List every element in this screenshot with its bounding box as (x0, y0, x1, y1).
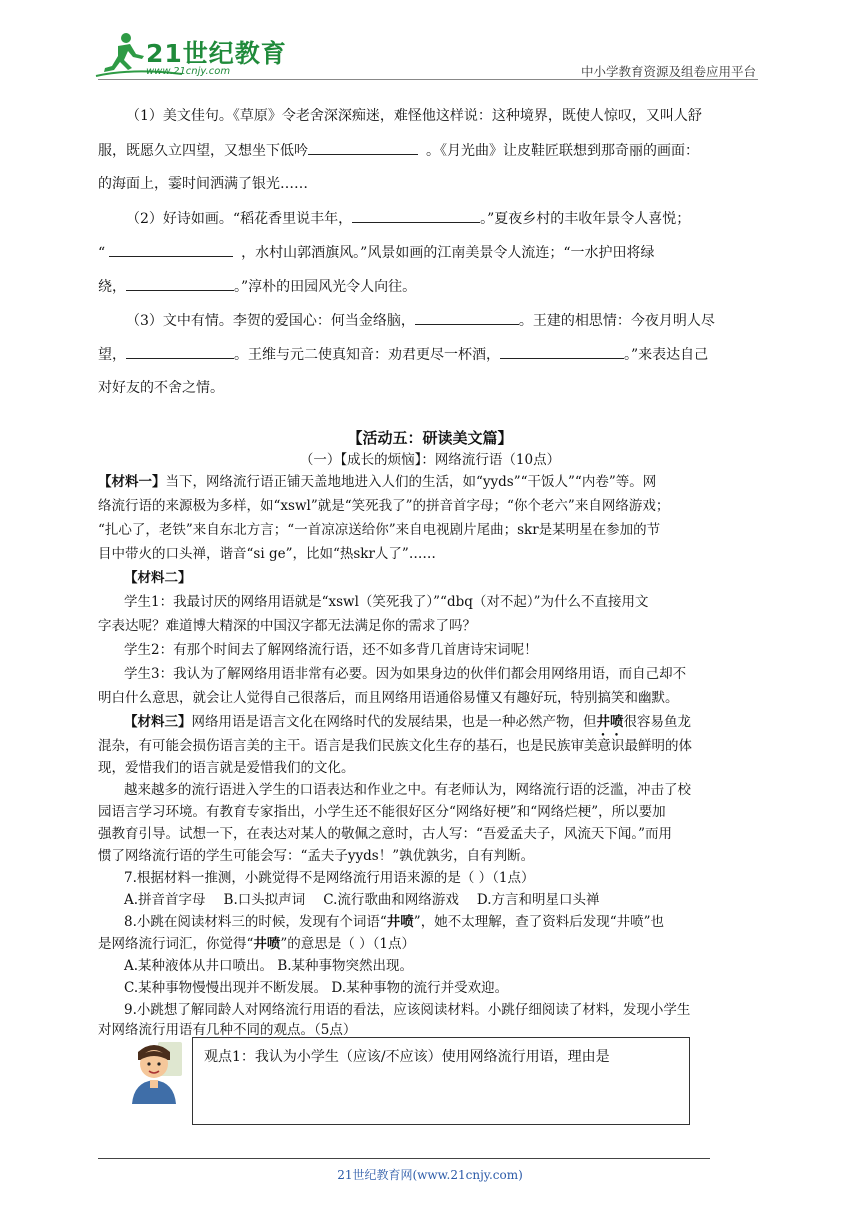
material3-label: 【材料三】 (124, 714, 192, 730)
material1-line1 (98, 472, 656, 492)
material1-line2: 络流行语的来源极为多样，如“xswl”就是“笑死我了”的拼音首字母；“你个老六”来自网络游戏； (98, 498, 670, 514)
material3-para2-line4: 惯了网络流行语的学生可能会写：“孟夫子yyds！”孰优孰劣，自有判断。 (98, 848, 535, 864)
header-divider (98, 79, 758, 80)
student1-line1: 学生1：我最讨厌的网络用语就是“xswl（笑死我了）”“dbq（对不起）”为什么不直接用文 (124, 594, 649, 610)
material3-para2-line1: 越来越多的流行语进入学生的口语表达和作业之中。有老师认为，网络流行语的泛滥，冲击了校 (124, 782, 691, 798)
answer-blank[interactable] (109, 242, 233, 257)
q2-line3 (98, 276, 416, 297)
q7-option-a[interactable]: A.拼音首字母 (124, 892, 206, 908)
material3-para2-line3: 强教育引导。试想一下，在表达对某人的敬佩之意时，古人写：“吾爱孟夫子，风流天下闻。”而用 (98, 826, 673, 842)
answer-blank[interactable] (500, 344, 624, 359)
q8-text-c: 是网络流行词汇，你觉得“ (98, 936, 254, 952)
q3-line1 (126, 310, 715, 331)
q3-line2-text-a: 望， (98, 347, 126, 363)
student3-line2: 明白什么意思，就会让人觉得自己很落后，而且网络用语通俗易懂又有趣好玩，特别搞笑和幽默。 (98, 690, 679, 706)
q2-line1-text-b: 。”夏夜乡村的丰收年景令人喜悦； (480, 211, 691, 227)
q3-line1-text-b: 。王建的相思情：今夜月明人尽 (518, 313, 715, 329)
q9-line2: 对网络流行用语有几种不同的观点。（5点） (98, 1022, 357, 1038)
q8-keyword-2: 井喷 (253, 936, 281, 952)
q2-line2-text-b: ，水村山郭酒旗风。”风景如画的江南美景令人流连；“一水护田将绿 (241, 245, 655, 261)
q2-line1-text-a: （2）好诗如画。“稻花香里说丰年， (126, 211, 353, 227)
q1-line1: （1）美文佳句。《草原》令老舍深深痴迷，难怪他这样说：这种境界，既使人惊叹，又叫人舒 (126, 108, 702, 124)
q3-line2-text-c: 。”来表达自己 (624, 347, 709, 363)
q8-options-cd[interactable]: C.某种事物慢慢出现并不断发展。 D.某种事物的流行并受欢迎。 (124, 980, 509, 996)
q8-line1 (124, 912, 664, 932)
material1-text: 当下，网络流行语正铺天盖地地进入人们的生活，如“yyds”“干饭人”“内卷”等。网 (165, 474, 657, 490)
q1-line2 (98, 140, 699, 161)
q2-line1 (126, 208, 690, 229)
material1-line4: 目中带火的口头禅，谐音“si ge”，比如“热skr人了”…… (98, 546, 436, 562)
q8-text-a: 8.小跳在阅读材料三的时候，发现有个词语“ (124, 914, 387, 930)
student1-line2: 字表达呢？难道博大精深的中国汉字都无法满足你的需求了吗？ (98, 618, 476, 634)
viewpoint-1-prompt: 观点1：我认为小学生（应该/不应该）使用网络流行用语，理由是 (204, 1049, 610, 1065)
q8-line2 (98, 934, 415, 954)
q1-line2-text-a: 服，既愿久立四望，又想坐下低吟 (98, 143, 308, 159)
material3-text-a: 网络用语是语言文化在网络时代的发展结果，也是一种必然产物，但 (191, 714, 597, 730)
q3-line2-text-b: 。王维与元二使真知音：劝君更尽一杯酒， (234, 347, 500, 363)
logo-text: 21世纪教育 (146, 39, 287, 68)
material2-label: 【材料二】 (124, 570, 192, 586)
material3-line3: 现，爱惜我们的语言就是爱惜我们的文化。 (98, 760, 355, 776)
q1-line3: 的海面上，霎时间洒满了银光…… (98, 176, 308, 192)
q3-line2 (98, 344, 708, 365)
answer-blank[interactable] (308, 140, 418, 155)
q1-line2-text-b: 。《月光曲》让皮鞋匠联想到那奇丽的画面： (426, 143, 699, 159)
material3-line2: 混杂，有可能会损伤语言美的主干。语言是我们民族文化生存的基石，也是民族审美意识最鲜明的体 (98, 738, 692, 754)
answer-blank[interactable] (352, 208, 480, 223)
material3-text-b: 很容易鱼龙 (623, 714, 691, 730)
footer-divider (98, 1158, 710, 1159)
section-subtitle: （一）【成长的烦恼】：网络流行语（10点） (299, 452, 561, 468)
material3-line1 (124, 712, 691, 739)
q2-line3-text-b: 。”淳朴的田园风光令人向往。 (234, 279, 417, 295)
student2-line: 学生2：有那个时间去了解网络流行语，还不如多背几首唐诗宋词呢！ (124, 642, 538, 658)
answer-blank[interactable] (415, 310, 519, 325)
material3-para2-line2: 园语言学习环境。有教育专家指出，小学生还不能很好区分“网络好梗”和“网络烂梗”，所以要加 (98, 804, 666, 820)
q7-option-b[interactable]: B.口头拟声词 (223, 892, 306, 908)
q2-line2 (98, 242, 655, 263)
q8-options-ab[interactable]: A.某种液体从井口喷出。 B.某种事物突然出现。 (124, 958, 414, 974)
student3-line1: 学生3：我认为了解网络用语非常有必要。因为如果身边的伙伴们都会用网络用语，而自己却不 (124, 666, 687, 682)
q7-options (124, 890, 600, 910)
q8-text-d: ”的意思是（ ）（1点） (280, 936, 415, 952)
q2-line2-text-a: “ (98, 245, 106, 261)
footer-text: 21世纪教育网(www.21cnjy.com) (337, 1168, 523, 1182)
section-title: 【活动五：研读美文篇】 (347, 429, 513, 447)
answer-blank[interactable] (126, 344, 234, 359)
q3-line3: 对好友的不舍之情。 (98, 380, 224, 396)
q7-option-c[interactable]: C.流行歌曲和网络游戏 (323, 892, 459, 908)
material1-label: 【材料一】 (98, 474, 166, 490)
keyword-jingpen: 井喷 (596, 714, 624, 730)
answer-blank[interactable] (126, 276, 234, 291)
q7-stem: 7.根据材料一推测，小跳觉得不是网络流行用语来源的是（ ）（1点） (124, 870, 535, 886)
q8-keyword: 井喷 (386, 914, 414, 930)
q8-text-b: ”，她不太理解，查了资料后发现“井喷”也 (413, 914, 665, 930)
q7-option-d[interactable]: D.方言和明星口头禅 (476, 892, 600, 908)
material1-line3: “扎心了，老铁”来自东北方言；“一首凉凉送给你”来自电视剧片尾曲；skr是某明星在参加的节 (98, 522, 661, 538)
q2-line3-text-a: 绕， (98, 279, 126, 295)
student-avatar-icon (124, 1040, 184, 1104)
logo-url: www.21cnjy.com (146, 66, 231, 77)
q9-line1: 9.小跳想了解同龄人对网络流行用语的看法，应该阅读材料。小跳仔细阅读了材料，发现小学生 (124, 1002, 691, 1018)
platform-name: 中小学教育资源及组卷应用平台 (580, 64, 756, 79)
q3-line1-text-a: （3）文中有情。李贺的爱国心：何当金络脑， (126, 313, 415, 329)
